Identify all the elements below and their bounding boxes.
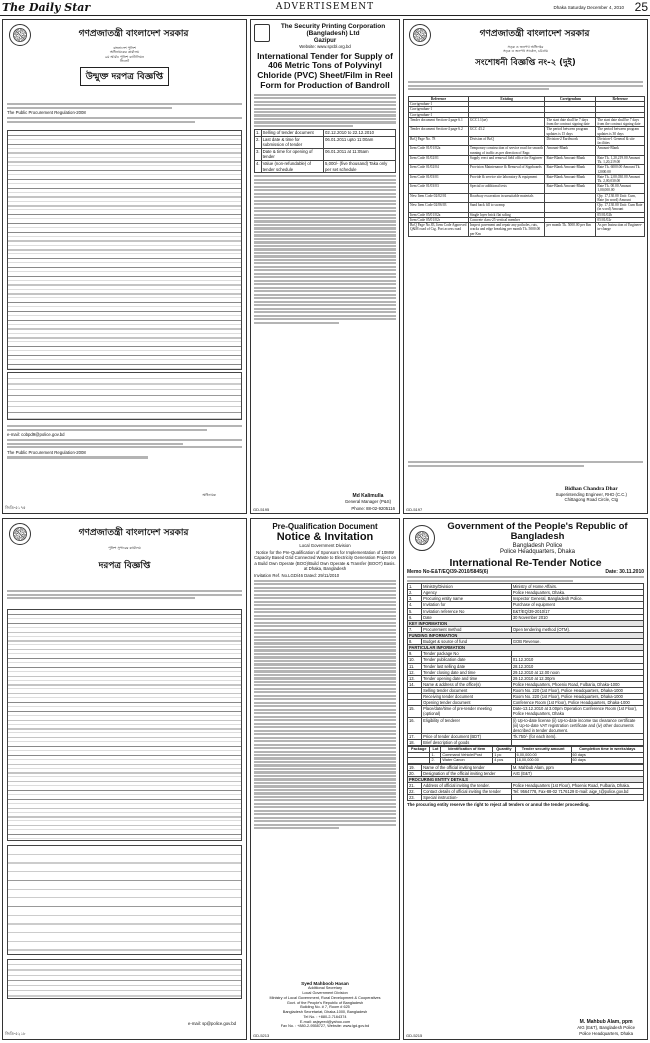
table-row	[255, 161, 396, 173]
row-number: 2.	[255, 136, 262, 148]
section-header-cell: PROCURING ENTITY DETAILS	[408, 776, 644, 782]
table-cell: Corrigendum-1	[409, 112, 469, 117]
ad3-designation: Superintending Engineer, RHD (C.C.)	[555, 491, 627, 497]
row-key: Last date & time for submission of tender	[261, 136, 323, 148]
table-cell: Roadway excavation in unsuitable materials	[468, 193, 545, 202]
column-header: Tender security amount	[515, 747, 571, 753]
table-cell: Place/date/time of pre-tender meeting (optional)	[422, 706, 512, 717]
table-cell: Selling tender document	[422, 688, 512, 694]
table-cell: Invitation reference No	[422, 608, 512, 614]
ad-rhd-corrigendum	[403, 19, 648, 514]
table-cell: Rate Tk. 1,20,219.00 Amount Tk. 1,20,219.00	[596, 155, 645, 164]
ad1-sub2: অধিনায়কের কার্যালয়	[109, 50, 140, 55]
ad6-goods-table	[407, 746, 644, 764]
table-row	[408, 789, 644, 795]
table-cell: Supply erect and removal field office for Engineer	[468, 155, 545, 164]
table-cell: 01.12.2010	[511, 657, 643, 663]
table-cell: 6.	[408, 614, 422, 620]
column-header: Completion time in weeks/days	[571, 747, 643, 753]
table-cell: Item Code 01/01/02a	[409, 146, 469, 155]
table-cell: Opening tender document	[422, 700, 512, 706]
ad1-email: e-mail: cobpd9@police.gov.bd	[7, 432, 65, 438]
table-cell: 13.	[408, 675, 422, 681]
table-cell: Tender publication date	[422, 657, 512, 663]
table-row	[255, 148, 396, 160]
table-row	[408, 758, 644, 764]
table-cell: 5.	[408, 608, 422, 614]
table-cell: 16.	[408, 717, 422, 733]
table-cell: Division of BoQ	[468, 136, 545, 145]
table-cell: per month Tk. 5000.00 per Km	[545, 223, 596, 237]
table-cell: 15.	[408, 706, 422, 717]
table-cell: Division-2 Earthwork	[545, 136, 596, 145]
ad3-office: Chittagong Road Circle, Ctg	[564, 497, 619, 503]
ad6-designation: AIG (E&T), Bangladesh Police	[577, 1025, 635, 1031]
ad3-corrigendum-table	[408, 96, 645, 237]
table-row	[409, 174, 645, 183]
column-header: Existing	[468, 97, 545, 102]
ad5-designation: Additional Secretary	[308, 986, 342, 991]
row-key: Selling of tender document	[261, 130, 323, 137]
table-cell: 2.	[408, 590, 422, 596]
table-cell: Name of the official inviting tender	[422, 764, 512, 770]
ad3-code: GD-5197	[406, 507, 423, 512]
ad3-heading: সংশোধনী বিজ্ঞপ্তি নং-২ (দুই)	[475, 57, 576, 68]
table-row	[409, 193, 645, 202]
ad5-ministry: Ministry of Local Government, Rural Development & Cooperatives	[269, 995, 381, 1000]
table-cell: The period between program updates is 15 days	[545, 127, 596, 136]
table-row	[409, 117, 645, 126]
table-cell: 60 days	[571, 752, 643, 758]
table-cell: BoQ Page No.83, Item Code Approved Q&M road of Ctg. Port access road	[409, 223, 469, 237]
row-key: Value (non-refundable) of tender schedule	[261, 161, 323, 173]
table-cell: Agency	[422, 590, 512, 596]
ad4-title: গণপ্রজাতন্ত্রী বাংলাদেশ সরকার	[78, 528, 189, 538]
table-cell: Rate-Blank Amount-Blank	[545, 155, 596, 164]
table-cell: (i) Up-to-date license (ii) Up-to-date income tax clearance certificate (iii) Up-to-date VAT registration certificate and (iv) other documents described in tender document.	[511, 717, 643, 733]
table-cell: Provision Maintenance & Removal of Signboards	[468, 165, 545, 174]
section-title: ADVERTISEMENT	[275, 2, 375, 12]
table-cell: Amount-Blank	[545, 146, 596, 155]
table-cell: Name & address of the office(s)	[422, 681, 512, 687]
ad1-sub3: ৯ম আর্মড পুলিশ ব্যাটালিয়ন	[105, 54, 144, 59]
ad6-sub2: Police Headquarters, Dhaka	[499, 548, 576, 555]
table-cell: Item Code 01/02/04	[409, 165, 469, 174]
table-cell: 23.	[408, 795, 422, 801]
column-header: Corrigendum	[545, 97, 596, 102]
ad-police-tender-bn	[2, 518, 247, 1040]
ad4-heading: দরপত্র বিজ্ঞপ্তি	[98, 561, 151, 572]
ad1-heading: উন্মুক্ত দরপত্র বিজ্ঞপ্তি	[80, 67, 169, 86]
ad5-building: Building No. # 7, Room # 625	[300, 1005, 350, 1010]
ad4-footer-table	[7, 959, 242, 999]
table-cell: The period between program updates is 30 days	[596, 127, 645, 136]
table-cell: BoQ Page No. 78	[409, 136, 469, 145]
table-cell: Inspect pavement and repair any potholes, ruts, cracks and edge breaking per month Tk. 5000.00 per Km	[468, 223, 545, 237]
table-cell: Price of tender document (BDT)	[422, 733, 512, 739]
table-cell: 30 November 2010	[511, 614, 643, 620]
ad5-title: Pre-Qualification Document	[272, 522, 378, 531]
ad6-date: Date: 30.11.2010	[605, 568, 644, 575]
table-row	[409, 136, 645, 145]
ad1-info-table	[7, 130, 242, 370]
ad2-designation: General Manager (P&S)	[344, 499, 391, 505]
table-cell: 3.	[408, 596, 422, 602]
table-row	[408, 795, 644, 801]
table-cell: Item Code 05/01/02a	[409, 212, 469, 217]
ad-open-tender-sylhet	[2, 19, 247, 514]
ad5-invitation-ref: Invitation Ref. No.LGD/46 Dated: 29/11/2010	[254, 572, 340, 578]
ad2-tender-title: International Tender for Supply of 406 Metric Tons of Polyvinyl Chloride (PVC) Sheet/Film in Reel Form for Production of Bandroll	[257, 50, 393, 90]
ad5-heading: Notice & Invitation	[276, 531, 374, 543]
ad4-lot-table	[7, 845, 242, 955]
table-cell	[511, 795, 643, 801]
ad6-info-table	[407, 583, 644, 746]
ad4-info-table	[7, 609, 242, 841]
table-cell: 05/01/02r	[596, 217, 645, 222]
table-cell: 11.	[408, 663, 422, 669]
ad1-intro-en: The Public Procurement Regulation-2008	[7, 110, 86, 116]
table-cell: Tender package No	[422, 651, 512, 657]
table-cell: 20.	[408, 770, 422, 776]
ad1-footer-rows	[7, 424, 242, 460]
table-cell: Water Canon	[441, 758, 493, 764]
ad6-sub: Bangladesh Police	[512, 542, 563, 549]
table-cell: Temporary construction of service road for smooth running of traffic as per direction of Engr.	[469, 146, 544, 155]
table-row	[408, 739, 644, 745]
table-row	[409, 184, 645, 193]
ad2-title: The Security Printing Corporation (Bangladesh) Ltd	[280, 23, 386, 38]
section-header-cell: FUNDING INFORMATION	[408, 633, 644, 639]
ad5-agency: Local Government Division	[299, 543, 351, 548]
ad4-sub: পুলিশ সুপারের কার্যালয়	[108, 546, 141, 550]
ad5-govt: Govt. of the People's Republic of Bangladesh	[286, 1000, 364, 1005]
table-row	[408, 706, 644, 717]
ad1-lot-table	[7, 372, 242, 420]
table-cell: Invitation for	[422, 602, 512, 608]
table-cell: Qty. 17,130.00 Unit: Cum Rate (in word) Amount	[596, 203, 645, 212]
govt-emblem-icon	[409, 24, 431, 46]
table-cell: 18.	[408, 739, 422, 745]
table-cell: Tk.750/- (for each item).	[511, 733, 643, 739]
table-cell: Special instruction-	[422, 795, 512, 801]
masthead: The Daily Star	[2, 1, 91, 14]
table-cell: Item Code 01/03/03	[409, 184, 469, 193]
table-cell: 12.	[408, 669, 422, 675]
table-cell: Concrete class-25 vertical member	[468, 217, 545, 222]
table-cell: Sand back fill to swamp	[468, 203, 545, 212]
table-cell: Procurement method	[422, 626, 512, 632]
ad4-email: e-mail: sp@police.gov.bd	[188, 1021, 236, 1027]
table-cell: Item Code 01/02/01	[409, 155, 469, 164]
ad1-intro	[7, 102, 242, 124]
table-cell: 8.	[408, 639, 422, 645]
table-cell	[545, 193, 596, 202]
ad6-code: GD-5215	[406, 1033, 423, 1038]
row-key: Date & time for opening of tender	[261, 148, 323, 160]
row-number: 1.	[256, 130, 260, 136]
section-header-cell: PARTICULAR INFORMATION	[408, 645, 644, 651]
table-cell	[408, 758, 430, 764]
ad5-notice-line: Notice for the Pre-Qualification of Sponsors for Implementation of 10MW Capacity Based Grid Connected Waste to Electricity Generation Project on a Build Own Operate (BOO)/Build Own Operate & Transfer (BOOT) Basis. at Dhaka, Bangladesh	[254, 549, 396, 572]
table-cell: Address of official inviting the tender.	[422, 783, 512, 789]
table-cell: Command Vehicle/Post	[441, 752, 493, 758]
column-header: Identification of item	[441, 747, 493, 753]
table-cell: 29.12.2010 at 12.30pm	[511, 675, 643, 681]
ad2-body-top	[254, 94, 396, 128]
ad1-footer-en: The Public Procurement Regulation-2008	[7, 449, 86, 455]
table-cell: 4 pcs	[493, 758, 515, 764]
table-cell: The start date shall be 7 days from the contract signing date	[596, 117, 645, 126]
ad5-code: GD-5213	[253, 1033, 270, 1038]
section-header-cell: KEY INFORMATION	[408, 620, 644, 626]
ad6-note: The procuring entity reserve the right to reject all tenders or annul the tender proceeding.	[407, 802, 590, 808]
column-header: Lot	[430, 747, 441, 753]
page-header	[0, 0, 650, 16]
ad1-signer: অধিনায়ক	[202, 492, 216, 497]
table-cell: Room No. 220 (1st Floor), Police Headquarters, Dhaka-1000	[511, 694, 643, 700]
table-row	[409, 146, 645, 155]
spcbl-logo-icon	[254, 24, 270, 42]
table-cell: 10.	[408, 657, 422, 663]
table-cell: 1.	[430, 752, 441, 758]
table-cell: Budget & source of fund	[422, 639, 512, 645]
ad-police-retender	[403, 518, 648, 1040]
ad-lgd-prequalification	[250, 518, 400, 1040]
ad1-sub: বাংলাদেশ পুলিশ	[113, 46, 136, 50]
column-header: Package	[408, 747, 430, 753]
ad6-contact-table	[407, 764, 644, 802]
table-cell	[545, 203, 596, 212]
table-cell: 17.	[408, 733, 422, 739]
table-row	[409, 155, 645, 164]
column-header: Reference	[596, 97, 645, 102]
column-header: Reference	[409, 97, 469, 102]
column-header: Quantity	[493, 747, 515, 753]
ad5-email: E-mail: asjsyeed@yahoo.com	[299, 1019, 351, 1024]
table-cell: Police Headquarters, Dhaka.	[511, 590, 643, 596]
table-cell: Inspector General, Bangladesh Police.	[511, 596, 643, 602]
table-row	[408, 681, 644, 687]
ad3-title: গণপ্রজাতন্ত্রী বাংলাদেশ সরকার	[479, 29, 590, 39]
table-row	[408, 700, 644, 706]
row-number: 4.	[255, 161, 262, 173]
table-cell: Single layer brick flat soling	[468, 212, 545, 217]
table-cell: 2.	[430, 758, 441, 764]
ad5-secretariat: Bangladesh Secretariat, Dhaka-1000, Bangladesh	[282, 1010, 368, 1015]
table-cell: Rate-Blank Amount-Blank	[545, 165, 596, 174]
table-cell: The start date shall be 7 days from the contract signing date	[545, 117, 596, 126]
table-cell: E&T/EQ/39-2010/17	[511, 608, 643, 614]
ad6-office: Police Headquarters, Dhaka	[579, 1030, 633, 1036]
table-cell: 29.12.2010 at 12.00 noon	[511, 669, 643, 675]
table-row	[408, 688, 644, 694]
table-cell: GOB Revenue.	[511, 639, 643, 645]
table-row	[409, 165, 645, 174]
table-cell: 4.	[408, 602, 422, 608]
table-cell: 05/01/02b	[596, 212, 645, 217]
table-cell: Tender last selling date	[422, 663, 512, 669]
table-cell: Rate Tk. 6000.00 Amount Tk. 12000.00	[596, 165, 645, 174]
table-cell: Item Code 01/03/01	[409, 174, 469, 183]
ad1-sub4: সিলেট	[119, 59, 130, 64]
table-cell: Corrigendum-1	[409, 102, 469, 107]
ad6-heading: International Re-Tender Notice	[449, 556, 602, 569]
table-cell: 9.	[408, 651, 422, 657]
table-cell: Amount-Blank	[596, 146, 645, 155]
row-number: 3.	[255, 148, 262, 160]
page-number: 25	[634, 0, 648, 14]
govt-emblem-icon	[9, 523, 31, 545]
table-cell: Tender document Section-4 page 6.2	[409, 127, 469, 136]
row-value: 02.12.2010 to 22.12.2010	[324, 130, 396, 137]
table-cell: 16,00,000.00	[515, 758, 571, 764]
table-cell: Police Headquarters (1st Floor), Phoenix Road, Fulbaria, Dhaka.	[511, 783, 643, 789]
table-cell: GCC 43.2	[468, 127, 545, 136]
ad2-code: GD-5195	[253, 507, 270, 512]
table-cell: As per Instruction of Engineer-in-charge	[596, 223, 645, 237]
table-row	[255, 136, 396, 148]
table-cell: Purchase of equipment	[511, 602, 643, 608]
table-cell: Tender document Section-4 page 6.1	[409, 117, 469, 126]
ad2-phone: Phone: 88-02-9205116	[351, 506, 395, 512]
table-cell: 28.12.2010	[511, 663, 643, 669]
table-cell: Tender closing date and time	[422, 669, 512, 675]
table-cell: Ministry/Division	[422, 584, 512, 590]
table-cell: AIG (E&T)	[511, 770, 643, 776]
table-cell: Special or additional tests	[468, 184, 545, 193]
ad3-sub2: সড়ক ও জনপথ সার্কেল, চট্টগ্রাম	[503, 49, 548, 54]
table-cell: Designation of the official inviting tender	[422, 770, 512, 776]
table-cell: New Item Code 02/06/03	[409, 203, 469, 212]
ad4-code: জিডি-৫২১৮	[5, 1031, 26, 1036]
table-row	[408, 694, 644, 700]
ad1-code: জিডি-৫১৭৫	[5, 505, 26, 510]
table-cell: New Item Code 02/02/01	[409, 193, 469, 202]
table-cell: Open tendering method (OTM).	[511, 626, 643, 632]
ad3-signer: Bidhan Chandra Dhar	[564, 485, 618, 492]
ad5-office: Local Government Division	[302, 991, 348, 996]
issue-date: Dhaka Saturday December 4, 2010	[553, 5, 624, 10]
table-cell: 60 days	[571, 758, 643, 764]
table-cell: Police Headquarters, Phoenix Road, Fulbaria, Dhaka-1000	[511, 681, 643, 687]
table-cell: GCC1.1(ae)	[468, 117, 545, 126]
table-cell: 19.	[408, 764, 422, 770]
table-row	[409, 223, 645, 237]
table-cell: 1 pc	[493, 752, 515, 758]
ad-spcbl-tender	[250, 19, 400, 514]
table-cell: Division-1 General & site facilities	[596, 136, 645, 145]
ad5-tel: Tel No. : +880-2-7164374	[303, 1014, 347, 1019]
ad6-title: Government of the People's Republic of Bangladesh	[447, 521, 628, 543]
table-cell: M. Mahbub Alam, ppm	[511, 764, 643, 770]
table-cell: 21.	[408, 783, 422, 789]
table-cell: 22.	[408, 789, 422, 795]
table-row	[408, 783, 644, 789]
table-cell: Procuring entity name	[422, 596, 512, 602]
ad2-signer: Md Kalimulla	[352, 493, 384, 500]
table-row	[255, 130, 396, 137]
ad6-memo: Memo No-E&T/EQ/39-2010/5845(6)	[407, 568, 489, 575]
table-cell: Receiving tender document	[422, 694, 512, 700]
ad2-body-bottom	[254, 175, 396, 324]
ad5-fax: Fax No. : +880-2-9558727, Website: www.lgd.gov.bd	[280, 1024, 370, 1029]
table-cell: Tel: 9564778, Fax-88-02 7176129 E-mail: aige_t@police.gov.bd	[511, 789, 643, 795]
table-cell: 1.	[408, 584, 422, 590]
table-cell	[511, 739, 643, 745]
table-cell: Rate Tk. 2,00,030.00 Amount Tk. 2,00,030.00	[596, 174, 645, 183]
table-cell: 7.	[408, 626, 422, 632]
table-row	[409, 127, 645, 136]
table-cell: Conference Room (1st Floor), Police Headquarters, Dhaka-1000	[511, 700, 643, 706]
ad3-sub: সড়ক ও জনপথ অধিদপ্তর	[507, 45, 544, 49]
table-cell: Contact details of official inviting the tender	[422, 789, 512, 795]
table-cell: Rate Tk. 00.00 Amount 1,00,000.00	[596, 184, 645, 193]
table-cell: 14.	[408, 681, 422, 687]
table-cell: Rate-Blank Amount-Blank	[545, 184, 596, 193]
table-row	[409, 203, 645, 212]
table-cell: Item Code 05/01/02r	[409, 217, 469, 222]
row-value: 5,000/- (five thousand) Taka only per set schedule	[324, 161, 396, 173]
table-cell: Corrigendum-1	[409, 107, 469, 112]
ad2-place: Gazipur	[313, 37, 337, 44]
table-cell: Brief description of goods	[422, 739, 512, 745]
table-cell: Tender opening date and time	[422, 675, 512, 681]
table-cell: Rate-Blank Amount-Blank	[545, 174, 596, 183]
ad6-signer: M. Mahbub Alam, ppm	[579, 1019, 633, 1026]
govt-emblem-icon	[409, 525, 435, 551]
ad2-schedule-table	[254, 129, 396, 173]
ad2-website: Website: www.spcbl.org.bd	[299, 43, 351, 49]
ad5-body	[254, 580, 396, 830]
row-value: 06.01.2011 at 11:05am	[324, 148, 396, 160]
table-cell: Date	[422, 614, 512, 620]
row-value: 06.01.2011 upto 11:00am	[324, 136, 396, 148]
table-cell: Room No. 220 (1st Floor), Police Headquarters, Dhaka-1000	[511, 688, 643, 694]
table-cell: Qty. 17,130.00 Unit: Cum, Rate (in word) Amount	[596, 193, 645, 202]
govt-emblem-icon	[9, 24, 31, 46]
table-cell: 6,00,000.00	[515, 752, 571, 758]
table-cell: Provide & service site laboratory & equipment	[468, 174, 545, 183]
ad1-title: গণপ্রজাতন্ত্রী বাংলাদেশ সরকার	[78, 29, 189, 39]
table-cell: Date-13.12.2010 at 3.00pm Operation Conference Room (1st Floor), Police Headquarters, Dhaka	[511, 706, 643, 717]
table-cell: Eligibility of tenderer	[422, 717, 512, 733]
table-row	[408, 717, 644, 733]
ad5-signer: Syed Mahboob Hasan	[301, 980, 349, 986]
table-cell: Ministry of Home Affairs.	[511, 584, 643, 590]
